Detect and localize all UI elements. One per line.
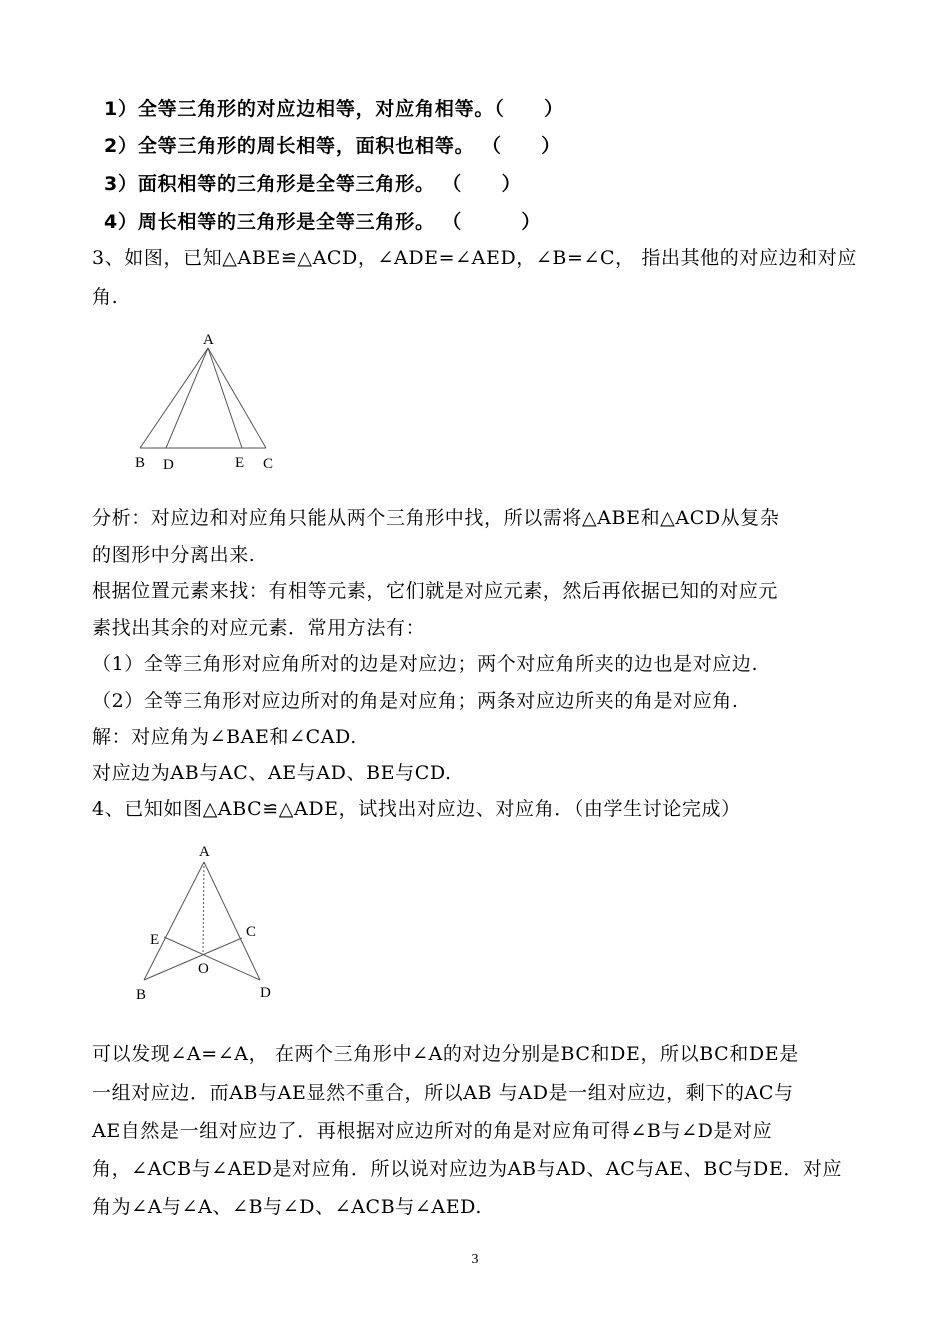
label-c: C [246,924,257,940]
judge-item-1: 1）全等三角形的对应边相等，对应角相等。（ ） [104,98,564,120]
discussion-line-1: 可以发现∠A=∠A， 在两个三角形中∠A的对边分别是BC和DE，所以BC和DE是 [92,1043,799,1065]
label-d: D [163,457,174,473]
label-b: B [136,987,147,1003]
segment-de [164,937,260,980]
label-c: C [263,456,274,472]
q3-statement-line1: 3、如图，已知△ABE≌△ACD，∠ADE=∠AED，∠B=∠C， 指出其他的对应边和对应 [92,247,857,269]
analysis-line-1: 分析：对应边和对应角只能从两个三角形中找，所以需将△ABE和△ACD从复杂 [92,507,780,529]
solution-line-2: 对应边为AB与AC、AE与AD、BE与CD. [92,762,452,784]
segment-ab [140,348,208,448]
analysis-line-4: 素找出其余的对应元素．常用方法有： [92,617,426,639]
label-o: O [198,961,209,977]
judge-item-3: 3）面积相等的三角形是全等三角形。 （ ） [104,173,522,195]
judge-item-2: 2）全等三角形的周长相等，面积也相等。 （ ） [104,135,562,157]
analysis-line-6: （2）全等三角形对应边所对的角是对应角；两条对应边所夹的角是对应角. [92,690,739,712]
q3-triangle-figure [120,328,290,478]
label-a: A [203,332,214,348]
segment-ab [144,862,204,980]
label-e: E [235,455,245,471]
label-a: A [199,844,210,860]
q4-triangle-figure [126,838,286,1008]
page-number: 3 [471,1252,479,1267]
q3-statement-line2: 角. [92,286,119,308]
analysis-line-2: 的图形中分离出来. [92,544,256,566]
segment-ad [204,862,260,980]
q4-statement: 4、已知如图△ABC≌△ADE，试找出对应边、对应角．（由学生讨论完成） [92,798,741,820]
discussion-line-5: 角为∠A与∠A、∠B与∠D、∠ACB与∠AED. [92,1196,482,1218]
label-b: B [135,455,146,471]
analysis-line-5: （1）全等三角形对应角所对的边是对应边；两个对应角所夹的边也是对应边. [92,653,759,675]
segment-ao [203,862,204,954]
discussion-line-2: 一组对应边．而AB与AE显然不重合，所以AB 与AD是一组对应边，剩下的AC与 [92,1082,794,1104]
judge-item-4: 4）周长相等的三角形是全等三角形。 （ ） [104,211,542,233]
discussion-line-3: AE自然是一组对应边了．再根据对应边所对的角是对应角可得∠B与∠D是对应 [92,1120,773,1142]
analysis-line-3: 根据位置元素来找：有相等元素，它们就是对应元素，然后再依据已知的对应元 [92,580,779,602]
label-e: E [150,932,160,948]
label-d: D [260,985,271,1001]
segment-ad [166,348,208,448]
solution-line-1: 解：对应角为∠BAE和∠CAD. [92,726,357,748]
discussion-line-4: 角，∠ACB与∠AED是对应角．所以说对应边为AB与AD、AC与AE、BC与DE．对应 [92,1158,843,1180]
